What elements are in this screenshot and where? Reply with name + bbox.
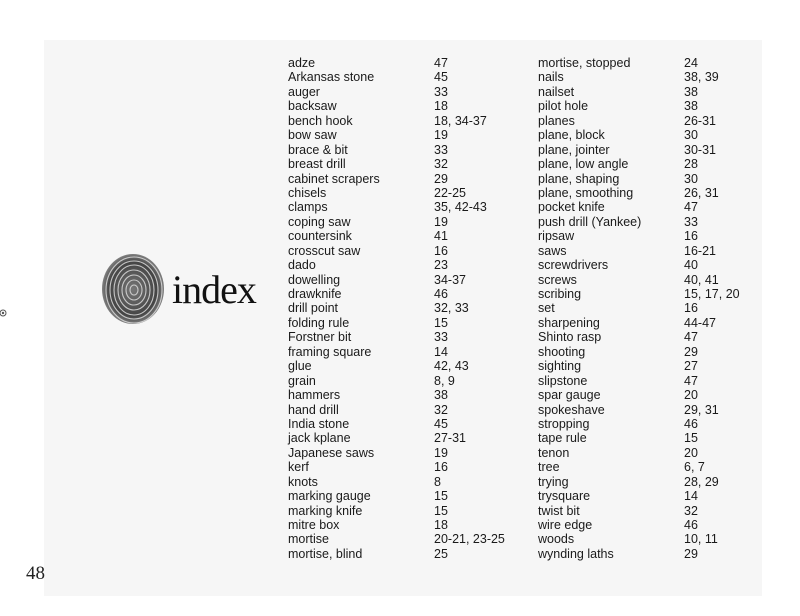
index-entry <box>538 114 784 128</box>
index-entry <box>538 99 784 113</box>
index-entry <box>288 403 534 417</box>
index-pages: 29 <box>684 344 698 359</box>
index-entry <box>288 128 534 142</box>
index-pages: 46 <box>684 416 698 431</box>
index-term: folding rule <box>288 315 350 330</box>
index-term: wynding laths <box>538 546 614 561</box>
page-number: 48 <box>26 563 45 584</box>
index-entry <box>538 244 784 258</box>
index-term: screws <box>538 272 577 287</box>
index-pages: 28 <box>684 157 698 172</box>
index-term: tape rule <box>538 431 587 446</box>
index-term: sighting <box>538 359 582 374</box>
index-entry <box>288 85 534 99</box>
index-pages: 44-47 <box>684 315 716 330</box>
index-entry <box>538 446 784 460</box>
index-entry <box>288 229 534 243</box>
index-entry <box>538 215 784 229</box>
index-pages: 38 <box>684 84 698 99</box>
index-pages: 38 <box>434 388 448 403</box>
index-term: trysquare <box>538 489 591 504</box>
index-pages: 18 <box>434 518 448 532</box>
index-entry <box>288 287 534 301</box>
index-pages: 15, 17, 20 <box>684 287 740 301</box>
index-term: mortise <box>288 532 329 547</box>
index-entry <box>538 200 784 214</box>
index-entry <box>288 56 534 70</box>
index-entry <box>288 114 534 128</box>
index-term: mortise, blind <box>288 546 363 561</box>
index-entry <box>288 143 534 157</box>
index-entry <box>538 143 784 157</box>
index-pages: 8 <box>434 474 441 489</box>
index-pages: 40, 41 <box>684 272 719 287</box>
index-term: backsaw <box>288 99 337 114</box>
index-entry <box>288 244 534 258</box>
index-term: bench hook <box>288 113 353 128</box>
index-entry <box>538 287 784 301</box>
index-pages: 18, 34-37 <box>434 113 487 128</box>
index-entry <box>538 359 784 373</box>
index-term: plane, shaping <box>538 171 620 186</box>
index-pages: 47 <box>684 200 698 215</box>
index-entry <box>538 273 784 287</box>
index-term: dowelling <box>288 272 341 287</box>
index-entry <box>288 518 534 532</box>
index-pages: 15 <box>434 503 448 518</box>
index-pages: 40 <box>684 258 698 273</box>
index-pages: 10, 11 <box>684 532 718 547</box>
index-pages: 33 <box>434 84 448 99</box>
index-term: adze <box>288 56 316 70</box>
registration-mark-icon <box>0 309 7 317</box>
index-term: hand drill <box>288 402 339 417</box>
index-entry <box>288 417 534 431</box>
index-pages: 18 <box>434 99 448 114</box>
index-term: bow saw <box>288 128 337 143</box>
index-term: nails <box>538 70 564 85</box>
index-term: Japanese saws <box>288 445 375 460</box>
index-pages: 14 <box>434 344 448 359</box>
index-pages: 16 <box>684 229 698 244</box>
index-term: slipstone <box>538 373 588 388</box>
index-term: tenon <box>538 445 570 460</box>
index-pages: 15 <box>434 315 448 330</box>
index-pages: 26, 31 <box>684 185 719 200</box>
index-pages: 38 <box>684 99 698 114</box>
index-pages: 46 <box>684 518 698 532</box>
index-entry <box>538 504 784 518</box>
index-entry <box>538 431 784 445</box>
index-pages: 20-21, 23-25 <box>434 532 505 547</box>
index-pages: 33 <box>684 214 698 229</box>
index-entry <box>288 273 534 287</box>
index-entry <box>538 417 784 431</box>
index-pages: 34-37 <box>434 272 466 287</box>
index-pages: 20 <box>684 388 698 403</box>
index-term: framing square <box>288 344 372 359</box>
index-entry <box>538 258 784 272</box>
index-entry <box>288 460 534 474</box>
index-entry <box>288 431 534 445</box>
index-term: pilot hole <box>538 99 589 114</box>
index-pages: 16 <box>434 460 448 475</box>
index-pages: 19 <box>434 128 448 143</box>
thumbprint-icon <box>100 252 166 326</box>
index-pages: 28, 29 <box>684 474 719 489</box>
index-pages: 42, 43 <box>434 359 469 374</box>
index-term: spar gauge <box>538 388 601 403</box>
index-entry <box>538 460 784 474</box>
index-entry <box>288 99 534 113</box>
index-term: stropping <box>538 416 590 431</box>
index-pages: 20 <box>684 445 698 460</box>
index-entry <box>538 157 784 171</box>
index-pages: 25 <box>434 546 448 561</box>
index-pages: 26-31 <box>684 113 716 128</box>
index-entry <box>538 388 784 402</box>
index-pages: 47 <box>434 56 448 70</box>
index-term: mortise, stopped <box>538 56 631 70</box>
index-term: cabinet scrapers <box>288 171 380 186</box>
index-term: hammers <box>288 388 341 403</box>
index-term: breast drill <box>288 157 346 172</box>
index-pages: 32, 33 <box>434 301 469 316</box>
index-heading <box>100 252 270 332</box>
index-term: ripsaw <box>538 229 575 244</box>
index-pages: 47 <box>684 373 698 388</box>
index-pages: 32 <box>684 503 698 518</box>
index-pages: 46 <box>434 287 448 301</box>
index-entry <box>538 85 784 99</box>
index-term: marking knife <box>288 503 363 518</box>
index-term: countersink <box>288 229 352 244</box>
index-pages: 23 <box>434 258 448 273</box>
index-term: plane, block <box>538 128 605 143</box>
index-entry <box>288 70 534 84</box>
index-pages: 16 <box>684 301 698 316</box>
index-pages: 29, 31 <box>684 402 719 417</box>
index-pages: 24 <box>684 56 698 70</box>
index-term: drill point <box>288 301 339 316</box>
index-term: clamps <box>288 200 328 215</box>
index-entry <box>538 489 784 503</box>
index-pages: 14 <box>684 489 698 504</box>
index-term: brace & bit <box>288 142 348 157</box>
index-entry <box>288 157 534 171</box>
index-term: sharpening <box>538 315 600 330</box>
index-term: crosscut saw <box>288 243 361 258</box>
index-term: shooting <box>538 344 586 359</box>
index-term: jack kplane <box>288 431 351 446</box>
index-entry <box>538 547 784 561</box>
index-pages: 32 <box>434 157 448 172</box>
index-term: planes <box>538 113 575 128</box>
index-term: marking gauge <box>288 489 371 504</box>
index-term: scribing <box>538 287 582 301</box>
index-term: wire edge <box>538 518 593 532</box>
index-entry <box>538 172 784 186</box>
index-entry <box>538 56 784 70</box>
index-term: mitre box <box>288 518 340 532</box>
index-term: plane, low angle <box>538 157 629 172</box>
index-pages: 32 <box>434 402 448 417</box>
index-entry <box>288 215 534 229</box>
index-entry <box>288 504 534 518</box>
index-term: grain <box>288 373 316 388</box>
index-entry <box>538 532 784 546</box>
index-term: set <box>538 301 555 316</box>
index-entry <box>538 229 784 243</box>
index-pages: 27 <box>684 359 698 374</box>
index-entry <box>288 489 534 503</box>
index-pages: 45 <box>434 416 448 431</box>
index-column-left <box>288 56 534 561</box>
index-entry <box>288 547 534 561</box>
index-pages: 15 <box>684 431 698 446</box>
index-entry <box>538 403 784 417</box>
index-term: tree <box>538 460 560 475</box>
index-term: glue <box>288 359 312 374</box>
index-entry <box>288 301 534 315</box>
index-entry <box>538 316 784 330</box>
index-pages: 30-31 <box>684 142 716 157</box>
index-pages: 15 <box>434 489 448 504</box>
index-pages: 27-31 <box>434 431 466 446</box>
index-pages: 30 <box>684 128 698 143</box>
index-entry <box>538 518 784 532</box>
index-entry <box>538 128 784 142</box>
index-term: India stone <box>288 416 350 431</box>
index-term: Shinto rasp <box>538 330 602 345</box>
index-entry <box>538 330 784 344</box>
index-term: chisels <box>288 185 327 200</box>
index-pages: 8, 9 <box>434 373 455 388</box>
index-pages: 16-21 <box>684 243 716 258</box>
index-pages: 19 <box>434 214 448 229</box>
index-title: index <box>172 267 256 312</box>
index-entry <box>288 388 534 402</box>
index-entry <box>288 374 534 388</box>
index-term: woods <box>538 532 575 547</box>
index-term: kerf <box>288 460 309 475</box>
index-pages: 47 <box>684 330 698 345</box>
index-pages: 19 <box>434 445 448 460</box>
index-pages: 30 <box>684 171 698 186</box>
index-term: drawknife <box>288 287 342 301</box>
index-term: dado <box>288 258 316 273</box>
index-entry <box>538 70 784 84</box>
index-term: Arkansas stone <box>288 70 375 85</box>
index-entry <box>538 186 784 200</box>
index-term: auger <box>288 84 320 99</box>
index-entry <box>288 200 534 214</box>
index-pages: 6, 7 <box>684 460 705 475</box>
index-term: plane, smoothing <box>538 185 634 200</box>
index-term: Forstner bit <box>288 330 352 345</box>
index-column-right <box>538 56 784 561</box>
index-entry <box>538 374 784 388</box>
index-pages: 29 <box>684 546 698 561</box>
index-pages: 33 <box>434 142 448 157</box>
index-entry <box>288 330 534 344</box>
index-term: pocket knife <box>538 200 605 215</box>
index-pages: 38, 39 <box>684 70 719 85</box>
index-term: spokeshave <box>538 402 605 417</box>
index-entry <box>538 345 784 359</box>
index-entry <box>288 446 534 460</box>
index-term: screwdrivers <box>538 258 609 273</box>
index-pages: 45 <box>434 70 448 85</box>
index-term: nailset <box>538 84 575 99</box>
index-term: coping saw <box>288 214 351 229</box>
index-entry <box>288 345 534 359</box>
index-pages: 41 <box>434 229 448 244</box>
index-entry <box>288 359 534 373</box>
index-pages: 29 <box>434 171 448 186</box>
index-term: saws <box>538 243 567 258</box>
index-entry <box>288 172 534 186</box>
index-entry <box>288 316 534 330</box>
index-entry <box>288 186 534 200</box>
index-entry <box>538 301 784 315</box>
index-term: push drill (Yankee) <box>538 214 642 229</box>
index-entry <box>288 532 534 546</box>
index-term: twist bit <box>538 503 580 518</box>
index-entry <box>288 258 534 272</box>
index-pages: 33 <box>434 330 448 345</box>
index-entry <box>288 475 534 489</box>
index-entry <box>538 475 784 489</box>
index-term: knots <box>288 474 318 489</box>
index-pages: 16 <box>434 243 448 258</box>
index-pages: 35, 42-43 <box>434 200 487 215</box>
index-term: trying <box>538 474 569 489</box>
index-term: plane, jointer <box>538 142 610 157</box>
index-pages: 22-25 <box>434 185 466 200</box>
